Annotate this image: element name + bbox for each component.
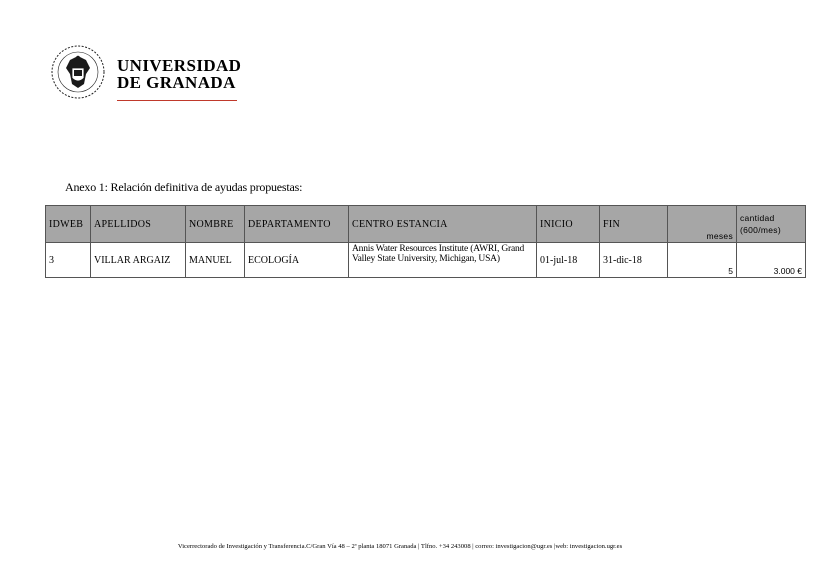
cell-inicio: 01-jul-18: [537, 243, 600, 278]
annex-title: Anexo 1: Relación definitiva de ayudas propuestas:: [65, 180, 303, 194]
university-logo: [50, 44, 240, 104]
header-idweb: IDWEB: [46, 206, 91, 243]
header-fin: FIN: [600, 206, 668, 243]
cell-idweb: 3: [46, 243, 91, 278]
cell-centro: Annis Water Resources Institute (AWRI, Grand Valley State University, Michigan, USA): [349, 243, 537, 278]
header-meses: meses: [668, 206, 737, 243]
university-name-line2: DE GRANADA: [117, 73, 236, 92]
cell-fin: 31-dic-18: [600, 243, 668, 278]
table-header-row: [46, 206, 806, 243]
university-name: [117, 57, 241, 91]
cell-nombre: MANUEL: [186, 243, 245, 278]
logo-underline: [117, 100, 237, 101]
header-departamento: DEPARTAMENTO: [245, 206, 349, 243]
header-nombre: NOMBRE: [186, 206, 245, 243]
header-cantidad: cantidad (600/mes): [737, 206, 806, 243]
university-name-line1: UNIVERSIDAD: [117, 56, 242, 75]
cell-departamento: ECOLOGÍA: [245, 243, 349, 278]
cell-cantidad: 3.000 €: [737, 243, 806, 278]
university-crest-icon: [50, 44, 106, 100]
table-row: [46, 243, 806, 278]
header-apellidos: APELLIDOS: [91, 206, 186, 243]
cell-meses: 5: [668, 243, 737, 278]
cell-apellidos: VILLAR ARGAIZ: [91, 243, 186, 278]
header-centro: CENTRO ESTANCIA: [349, 206, 537, 243]
page-footer: Vicerrectorado de Investigación y Transferencia.C/Gran Vía 48 – 2ª planta 18071 Granada | Tlfno. +34 243008 | correo: investigacion@ugr.es |web: investigacion.ugr.es: [177, 543, 623, 550]
header-inicio: INICIO: [537, 206, 600, 243]
grants-table: [45, 205, 806, 278]
